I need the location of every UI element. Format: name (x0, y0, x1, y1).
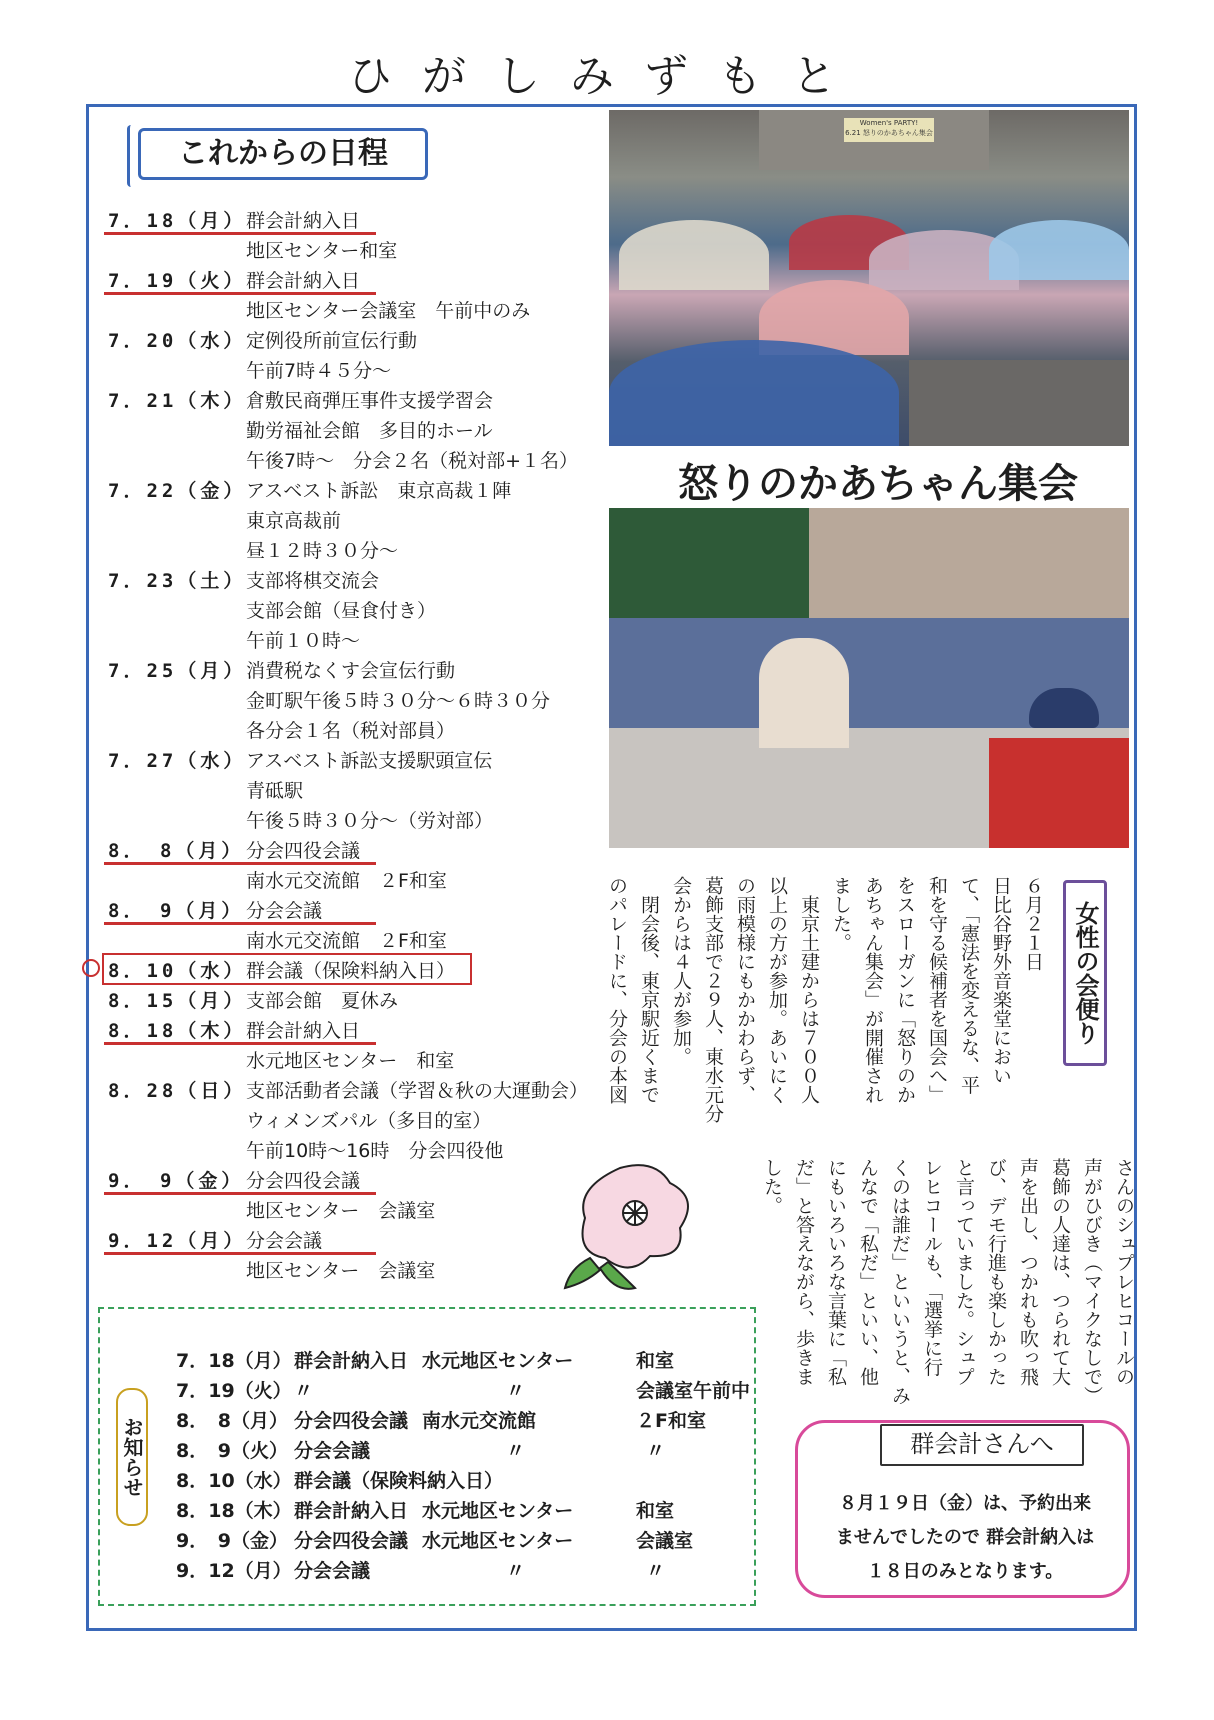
schedule-date: 9．12（月） (108, 1230, 247, 1252)
notice-cell: 水元地区センター (422, 1500, 574, 1522)
schedule-row (104, 1226, 604, 1256)
schedule-row (104, 626, 604, 656)
article-lower-text: さんのシュプレヒコールの 声がひびき（マイクなしで） 葛飾の人達は、つられて大 声を出し、つかれも吹っ飛 び、デモ行進も楽しかった と言っていました。シュプ レヒコールも、「選挙に行 くのは誰だ」といいうと、み んなで「私だ」といい、他 にもいろいろな言葉に「私 だ」と答えながら、歩きま した。 (761, 1158, 1135, 1405)
schedule-text: 支部会館 夏休み (246, 990, 399, 1012)
schedule-text: 午後7時～ 分会２名（税対部+１名） (246, 450, 579, 472)
schedule-text: 南水元交流館 ２F和室 (246, 930, 447, 952)
schedule-text: 地区センター会議室 午前中のみ (246, 300, 531, 322)
schedule-text: 午後５時３０分～（労対部） (246, 810, 494, 832)
kaikei-line-1: ８月１９日（金）は、予約出来 (839, 1493, 1091, 1514)
schedule-text: 金町駅午後５時３０分～６時３０分 (246, 690, 551, 712)
schedule-row (104, 356, 604, 386)
red-jacket (989, 738, 1129, 848)
schedule-date: 8． 9（月） (108, 900, 245, 922)
notice-cell: 会議室午前中 (636, 1380, 751, 1402)
schedule-row (104, 296, 604, 326)
notice-cell: 水元地区センター (422, 1350, 574, 1372)
schedule-date: 8． 8（月） (108, 840, 245, 862)
schedule-row (104, 836, 604, 866)
kaikei-title: 群会計さんへ (880, 1424, 1084, 1466)
notice-cell: 水元地区センター (422, 1530, 574, 1552)
schedule-date: 7．20（水） (108, 330, 247, 352)
schedule-date: 7．22（金） (108, 480, 247, 502)
audience-row (909, 360, 1129, 446)
schedule-text: 群会議（保険料納入日） (246, 960, 456, 982)
schedule-text: 午前１０時～ (246, 630, 361, 652)
schedule-title: これからの日程 (138, 128, 428, 180)
schedule-text: 消費税なくす会宣伝行動 (246, 660, 456, 682)
schedule-text: 分会四役会議 (246, 840, 361, 862)
stage-banner: Women's PARTY! 6.21 怒りのかあちゃん集会 (844, 118, 934, 142)
schedule-row (104, 476, 604, 506)
schedule-text: ウィメンズパル（多目的室） (246, 1110, 492, 1132)
schedule-text: 倉敷民商弾圧事件支援学習会 (246, 390, 494, 412)
notice-cell: 群会議（保険料納入日） (294, 1470, 504, 1492)
notice-cell: 9． 9（金） (176, 1530, 288, 1552)
schedule-row (104, 806, 604, 836)
notice-cell: 〃 (506, 1440, 526, 1462)
schedule-row (104, 1256, 604, 1286)
schedule-row (104, 716, 604, 746)
schedule-text: 群会計納入日 (246, 1020, 361, 1042)
schedule-text: 東京高裁前 (246, 510, 342, 532)
schedule-date: 7．19（火） (108, 270, 247, 292)
schedule-row (104, 926, 604, 956)
schedule-row (104, 956, 604, 986)
notice-cell: 8． 8（月） (176, 1410, 288, 1432)
notice-cell: 〃 (506, 1380, 526, 1402)
notice-cell: 〃 (646, 1440, 666, 1462)
schedule-date: 7．23（土） (108, 570, 247, 592)
notice-cell: 8． 9（火） (176, 1440, 288, 1462)
schedule-text: 支部会館（昼食付き） (246, 600, 437, 622)
schedule-date: 7．27（水） (108, 750, 247, 772)
schedule-text: 昼１２時３０分～ (246, 540, 399, 562)
notice-cell: ２F和室 (636, 1410, 706, 1432)
woman-visor (759, 638, 849, 748)
schedule-date: 8．18（木） (108, 1020, 247, 1042)
schedule-text: 地区センター 会議室 (246, 1200, 436, 1222)
circle-mark-icon (82, 959, 100, 977)
schedule-text: 定例役所前宣伝行動 (246, 330, 418, 352)
schedule-row (104, 566, 604, 596)
schedule-text: 南水元交流館 ２F和室 (246, 870, 447, 892)
schedule-text: アスベスト訴訟支援駅頭宣伝 (246, 750, 493, 772)
notice-cell: 和室 (636, 1500, 675, 1522)
schedule-text: 分会四役会議 (246, 1170, 361, 1192)
notice-cell: 7．19（火） (176, 1380, 292, 1402)
notice-cell: 分会会議 (294, 1560, 371, 1582)
notice-cell: 分会四役会議 (294, 1410, 409, 1432)
schedule-row (104, 1076, 604, 1106)
schedule-row (104, 446, 604, 476)
schedule-date: 8．28（日） (108, 1080, 247, 1102)
schedule-text: アスベスト訴訟 東京高裁１陣 (246, 480, 512, 502)
schedule-row (104, 506, 604, 536)
schedule-text: 支部活動者会議（学習＆秋の大運動会） (246, 1080, 589, 1102)
schedule-text: 勤労福祉会館 多目的ホール (246, 420, 493, 442)
article-upper-text: ６月２１日 日比谷野外音楽堂におい て、「憲法を変えるな、平 和を守る候補者を国会へ」 をスローガンに「怒りのか あちゃん集会」が開催され ました。 東京土建からは７００人 以上の方が参加。あいにく の雨模様にもかかわらず、 葛飾支部で２９人、東水元分 会からは４人が参加。 閉会後、東京駅近くまで のパレードに、分会の本図 (606, 876, 1044, 1123)
photo-seated-audience (609, 508, 1129, 848)
notice-cell: 和室 (636, 1350, 675, 1372)
umbrella (989, 220, 1129, 280)
notice-cell: 群会計納入日 (294, 1500, 409, 1522)
schedule-date: 8．10（水） (108, 960, 247, 982)
kaikei-line-3: １８日のみとなります。 (866, 1561, 1064, 1582)
notice-cell: 7．18（月） (176, 1350, 292, 1372)
schedule-text: 分会会議 (246, 900, 323, 922)
umbrella (619, 220, 769, 290)
schedule-row (104, 896, 604, 926)
notice-cell: 分会四役会議 (294, 1530, 409, 1552)
schedule-text: 午前10時～16時 分会四役他 (246, 1140, 504, 1162)
schedule-row (104, 1136, 604, 1166)
schedule-row (104, 1196, 604, 1226)
kaikei-line-2: ませんでしたので 群会計納入は (835, 1527, 1095, 1548)
notice-cell: 分会会議 (294, 1440, 371, 1462)
schedule-row (104, 326, 604, 356)
schedule-date: 7．25（月） (108, 660, 247, 682)
schedule-row (104, 416, 604, 446)
notice-cell: 8．10（水） (176, 1470, 292, 1492)
article-upper (606, 876, 1049, 1176)
schedule-row (104, 596, 604, 626)
schedule-text: 分会会議 (246, 1230, 323, 1252)
notice-cell: 8．18（木） (176, 1500, 292, 1522)
schedule-row (104, 776, 604, 806)
photo-umbrella-crowd (609, 110, 1129, 446)
article-lower (760, 1158, 1140, 1405)
schedule-row (104, 206, 604, 236)
flower-illustration (560, 1158, 710, 1298)
notice-cell: 〃 (294, 1380, 314, 1402)
schedule-text: 水元地区センター 和室 (246, 1050, 455, 1072)
schedule-text: 群会計納入日 (246, 270, 361, 292)
schedule-row (104, 1046, 604, 1076)
notice-cell: 9．12（月） (176, 1560, 292, 1582)
notice-cell: 〃 (506, 1560, 526, 1582)
newsletter-title: ひがしみずもと (348, 51, 866, 102)
umbrella (609, 340, 899, 446)
schedule-text: 支部将棋交流会 (246, 570, 380, 592)
notice-cell: 〃 (646, 1560, 666, 1582)
womens-news-label: 女性の会便り (1063, 880, 1107, 1066)
schedule-row (104, 686, 604, 716)
notice-cell: 群会計納入日 (294, 1350, 409, 1372)
schedule-row (104, 536, 604, 566)
schedule-text: 地区センター和室 (246, 240, 398, 262)
schedule-row (104, 746, 604, 776)
schedule-date: 9． 9（金） (108, 1170, 245, 1192)
schedule-row (104, 866, 604, 896)
schedule-text: 午前7時４５分～ (246, 360, 392, 382)
schedule-date: 7．18（月） (108, 210, 247, 232)
schedule-list (104, 206, 604, 1286)
schedule-text: 地区センター 会議室 (246, 1260, 436, 1282)
schedule-row (104, 236, 604, 266)
headline: 怒りのかあちゃん集会 (678, 461, 1078, 507)
schedule-text: 各分会１名（税対部員） (246, 720, 456, 742)
schedule-row (104, 266, 604, 296)
notice-cell: 会議室 (636, 1530, 694, 1552)
schedule-date: 7．21（木） (108, 390, 247, 412)
tree-backdrop (609, 508, 809, 618)
schedule-row (104, 1016, 604, 1046)
schedule-row (104, 656, 604, 686)
schedule-row (104, 1106, 604, 1136)
audience-back-rows (809, 508, 1129, 618)
schedule-text: 群会計納入日 (246, 210, 361, 232)
schedule-row (104, 986, 604, 1016)
schedule-row (104, 386, 604, 416)
notice-label: お知らせ (116, 1388, 148, 1526)
notice-cell: 南水元交流館 (422, 1410, 537, 1432)
schedule-row (104, 1166, 604, 1196)
schedule-text: 青砥駅 (246, 780, 304, 802)
schedule-date: 8．15（月） (108, 990, 247, 1012)
